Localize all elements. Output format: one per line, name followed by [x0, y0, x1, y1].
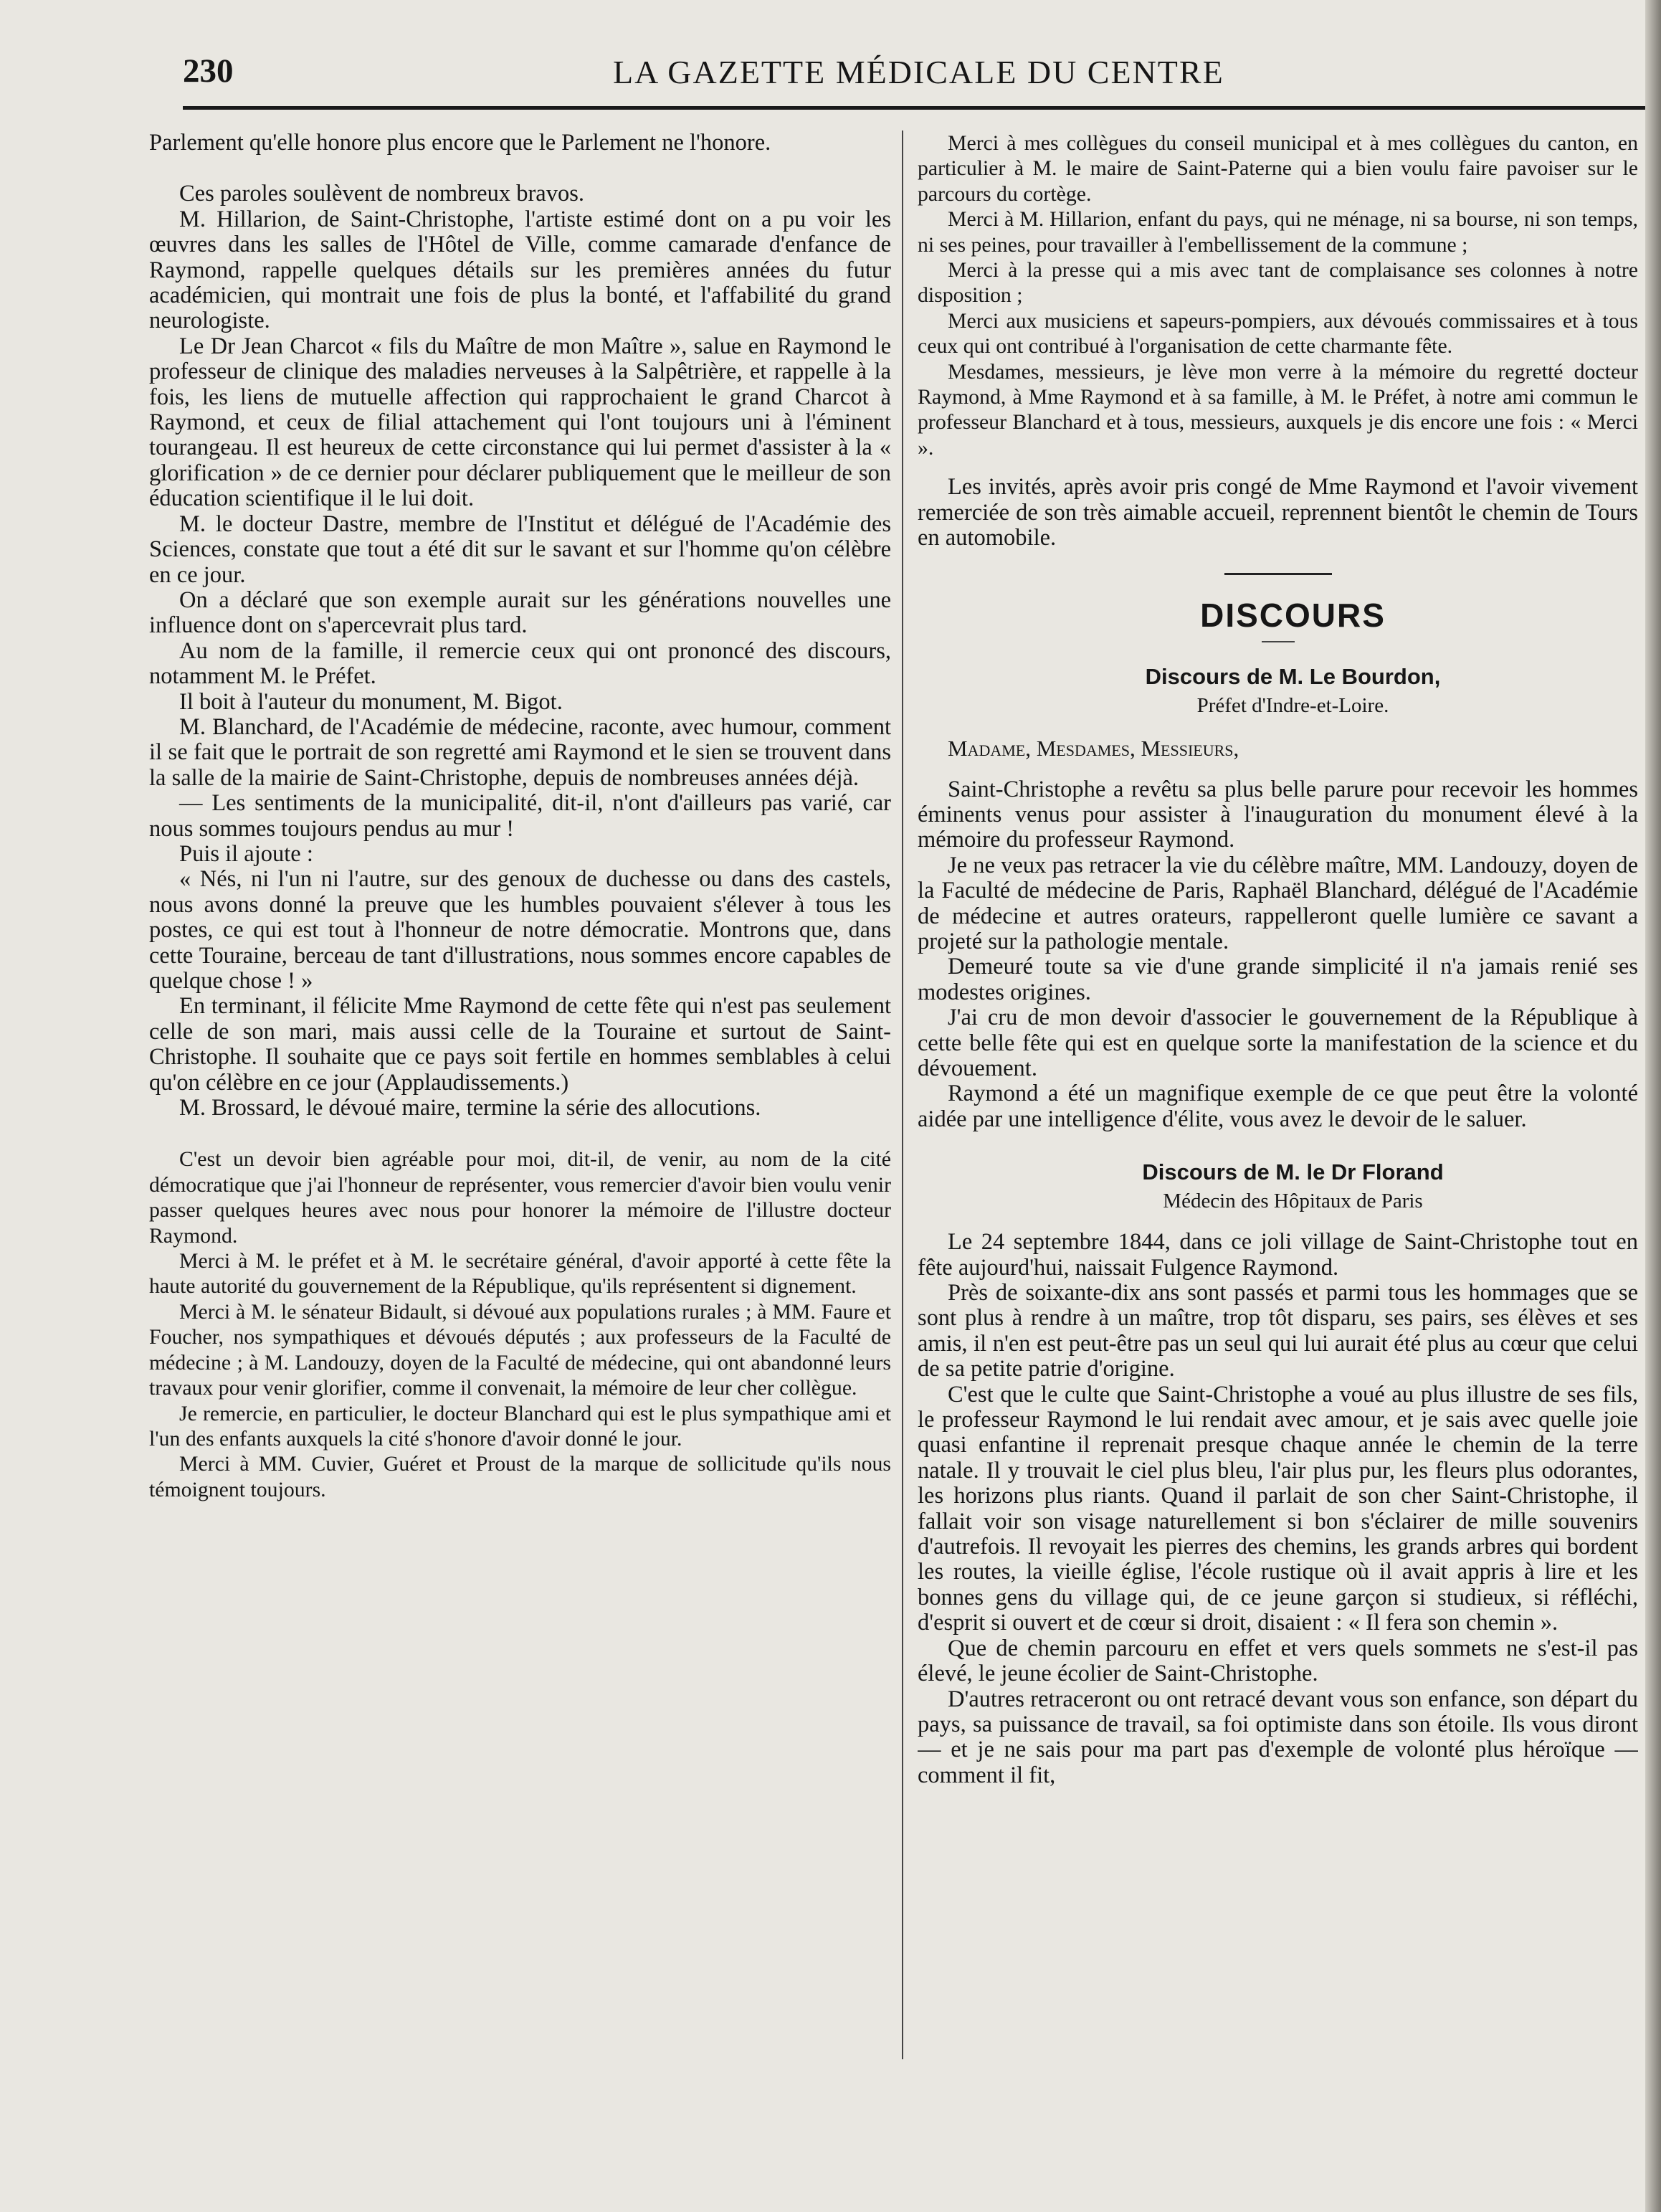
speech-paragraph: Merci à la presse qui a mis avec tant de complaisance ses colonnes à notre disposition ;: [918, 258, 1638, 308]
paragraph: « Nés, ni l'un ni l'autre, sur des genoux de duchesse ou dans des castels, nous avons donné la preuve que les humbles pouvaient s'élever à tous les postes, ce qui est tout à l'honneur de notre démocratie. Montrons que, dans cette Touraine, berceau de tant d'illustrations, nous sommes encore capables de quelque chose ! »: [149, 866, 891, 994]
speech-paragraph: Merci aux musiciens et sapeurs-pompiers, aux dévoués commissaires et à tous ceux qui ont contribué à l'organisation de cette charmante fête.: [918, 308, 1638, 359]
paragraph: Le Dr Jean Charcot « fils du Maître de mon Maître », salue en Raymond le professeur de clinique des maladies nerveuses à la Salpêtrière, et rappelle à la fois, les liens de mutuelle affection qui rapprochaient le grand Charcot à Raymond, et ceux de filial attachement qui l'ont toujours uni à l'éminent tourangeau. Il est heureux de cette circonstance qui lui permet d'assister à la « glorification » de ce dernier pour déclarer publiquement que le meilleur de son éducation scientifique il le lui doit.: [149, 333, 891, 512]
title-rule: [1262, 641, 1295, 642]
paragraph: C'est que le culte que Saint-Christophe a voué au plus illustre de ses fils, le professeur Raymond le lui rendait avec amour, et je sais avec quelle joie quasi enfantine il reprenait presque chaque année le chemin de la terre natale. Il y trouvait le ciel plus bleu, l'air plus pur, les fleurs plus odorantes, les horizons plus riants. Quand il parlait de son cher Saint-Christophe, il fallait voir son visage naturellement si bon s'éclairer de mille souvenirs d'autrefois. Il revoyait les pierres des chemins, les grands arbres qui bordent les routes, la vieille église, l'école rustique où il avait appris à lire et les bonnes gens du village qui, de ce jeune garçon si studieux, si réfléchi, d'esprit si ouvert et de cœur si droit, disaient : « Il fera son chemin ».: [918, 1381, 1638, 1636]
binding-edge: [1645, 0, 1661, 2212]
paragraph: Puis il ajoute :: [179, 840, 313, 867]
paragraph: M. le docteur Dastre, membre de l'Institut et délégué de l'Académie des Sciences, constate que tout a été dit sur le savant et sur l'homme qu'on célèbre en ce jour.: [149, 511, 891, 588]
header-rule: [183, 106, 1652, 110]
paragraph: M. Blanchard, de l'Académie de médecine, raconte, avec humour, comment il se fait que le portrait de son regretté ami Raymond et le sien se trouvent dans la salle de la mairie de Saint-Christophe, depuis de nombreuses années déjà.: [149, 713, 891, 791]
speech-paragraph: Merci à mes collègues du conseil municipal et à mes collègues du canton, en particulier à M. le maire de Saint-Paterne qui a bien voulu faire pavoiser sur le parcours du cortège.: [918, 131, 1638, 206]
paragraph: Au nom de la famille, il remercie ceux qui ont prononcé des discours, notamment M. le Préfet.: [149, 637, 891, 690]
paragraph: Le 24 septembre 1844, dans ce joli village de Saint-Christophe tout en fête aujourd'hui, naissait Fulgence Raymond.: [918, 1229, 1638, 1281]
paragraph: Ces paroles soulèvent de nombreux bravos.: [179, 181, 585, 207]
page-number: 230: [183, 52, 234, 90]
paragraph: Saint-Christophe a revêtu sa plus belle parure pour recevoir les hommes éminents venus pour assister à l'inauguration du monument élevé à la mémoire du professeur Raymond.: [918, 776, 1638, 853]
closing-paragraph: Les invités, après avoir pris congé de Mme Raymond et l'avoir vivement remerciée de son très aimable accueil, reprennent bientôt le chemin de Tours en automobile.: [918, 474, 1638, 551]
paragraph: — Les sentiments de la municipalité, dit-il, n'ont d'ailleurs pas varié, car nous sommes toujours pendus au mur !: [149, 790, 891, 842]
running-title: LA GAZETTE MÉDICALE DU CENTRE: [613, 54, 1224, 90]
left-column: [149, 130, 891, 2059]
paragraph: Demeuré toute sa vie d'une grande simplicité il n'a jamais renié ses modestes origines.: [918, 954, 1638, 1005]
speech-heading: Discours de M. Le Bourdon,: [1145, 663, 1441, 689]
paragraph: Il boit à l'auteur du monument, M. Bigot.: [179, 688, 563, 715]
speech-paragraph: Merci à M. Hillarion, enfant du pays, qui ne ménage, ni sa bourse, ni son temps, ni ses peines, pour travailler à l'embellissement de la commune ;: [918, 207, 1638, 257]
speech-paragraph: Merci à M. le préfet et à M. le secrétaire général, d'avoir apporté à cette fête la haute autorité du gouvernement de la République, qu'ils représentent si dignement.: [149, 1249, 891, 1299]
speech-caption: Préfet d'Indre-et-Loire.: [1196, 693, 1389, 717]
paragraph: Parlement qu'elle honore plus encore que le Parlement ne l'honore.: [149, 130, 771, 156]
paragraph: En terminant, il félicite Mme Raymond de cette fête qui n'est pas seulement celle de son mari, mais aussi celle de la Touraine et surtout de Saint-Christophe. Il souhaite que ce pays soit fertile en hommes semblables à celui qu'on célèbre en ce jour (Applaudissements.): [149, 993, 891, 1096]
speech-heading: Discours de M. le Dr Florand: [1142, 1159, 1444, 1185]
speech-paragraph: Je remercie, en particulier, le docteur Blanchard qui est le plus sympathique ami et l'un des enfants auxquels la cité s'honore d'avoir donné le jour.: [149, 1401, 891, 1451]
page-header: [183, 47, 1652, 98]
paragraph: M. Brossard, le dévoué maire, termine la série des allocutions.: [179, 1095, 761, 1121]
paragraph: Près de soixante-dix ans sont passés et parmi tous les hommages que se sont plus à rendre à un maître, trop tôt disparu, ses pairs, ses élèves et ses amis, il n'en est peut-être pas un seul qui lui aurait été plus au cœur que celui de sa petite patrie d'origine.: [918, 1280, 1638, 1382]
paragraph: Raymond a été un magnifique exemple de ce que peut être la volonté aidée par une intelligence d'élite, vous avez le devoir de le saluer.: [918, 1081, 1638, 1132]
speech-paragraph: Merci à MM. Cuvier, Guéret et Proust de la marque de sollicitude qu'ils nous témoignent toujours.: [149, 1452, 891, 1501]
paragraph: Je ne veux pas retracer la vie du célèbre maître, MM. Landouzy, doyen de la Faculté de médecine de Paris, Raphaël Blanchard, délégué de l'Académie de médecine et autres orateurs, rappelleront quelle lumière ce savant a projeté sur la pathologie mentale.: [918, 852, 1638, 954]
paragraph: J'ai cru de mon devoir d'associer le gouvernement de la République à cette belle fête qui est en quelque sorte la manifestation de la science et du dévouement.: [918, 1005, 1638, 1081]
paragraph: D'autres retraceront ou ont retracé devant vous son enfance, son départ du pays, sa puissance de travail, sa foi optimiste dans son étoile. Ils vous diront — et je ne sais pour ma part pas d'exemple de volonté plus héroïque — comment il fit,: [918, 1686, 1638, 1788]
section-title: DISCOURS: [1200, 596, 1386, 634]
speech-paragraph: Merci à M. le sénateur Bidault, si dévoué aux populations rurales ; à MM. Faure et Foucher, nos sympathiques et dévoués députés ; aux professeurs de la Faculté de médecine ; à M. Landouzy, doyen de la Faculté de médecine, qui ont abandonné leurs travaux pour venir glorifier, comme il convenait, la mémoire de leur cher collègue.: [149, 1299, 891, 1400]
salutation: Madame, Mesdames, Messieurs,: [948, 735, 1239, 761]
speech-paragraph: C'est un devoir bien agréable pour moi, dit-il, de venir, au nom de la cité démocratique que j'ai l'honneur de représenter, vous remercier d'avoir bien voulu venir passer quelques heures avec nous pour honorer la mémoire de l'illustre docteur Raymond.: [149, 1147, 891, 1248]
paragraph: On a déclaré que son exemple aurait sur les générations nouvelles une influence dont on s'apercevrait plus tard.: [149, 587, 891, 639]
speech-caption: Médecin des Hôpitaux de Paris: [1163, 1190, 1423, 1213]
paragraph: Que de chemin parcouru en effet et vers quels sommets ne s'est-il pas élevé, le jeune écolier de Saint-Christophe.: [918, 1635, 1638, 1687]
speech-paragraph: Mesdames, messieurs, je lève mon verre à la mémoire du regretté docteur Raymond, à Mme Raymond et à sa famille, à M. le Préfet, à notre ami commun le professeur Blanchard et à tous, messieurs, auxquels je dis encore une fois : « Merci ».: [918, 359, 1638, 460]
column-divider: [902, 130, 903, 2059]
right-column: [918, 130, 1638, 2059]
paragraph: M. Hillarion, de Saint-Christophe, l'artiste estimé dont on a pu voir les œuvres dans les salles de l'Hôtel de Ville, comme camarade d'enfance de Raymond, rappelle quelques détails sur les premières années du futur académicien, qui montrait une fois de plus la bonté, et l'affabilité du grand neurologiste.: [149, 206, 891, 334]
section-rule: [1224, 573, 1332, 575]
